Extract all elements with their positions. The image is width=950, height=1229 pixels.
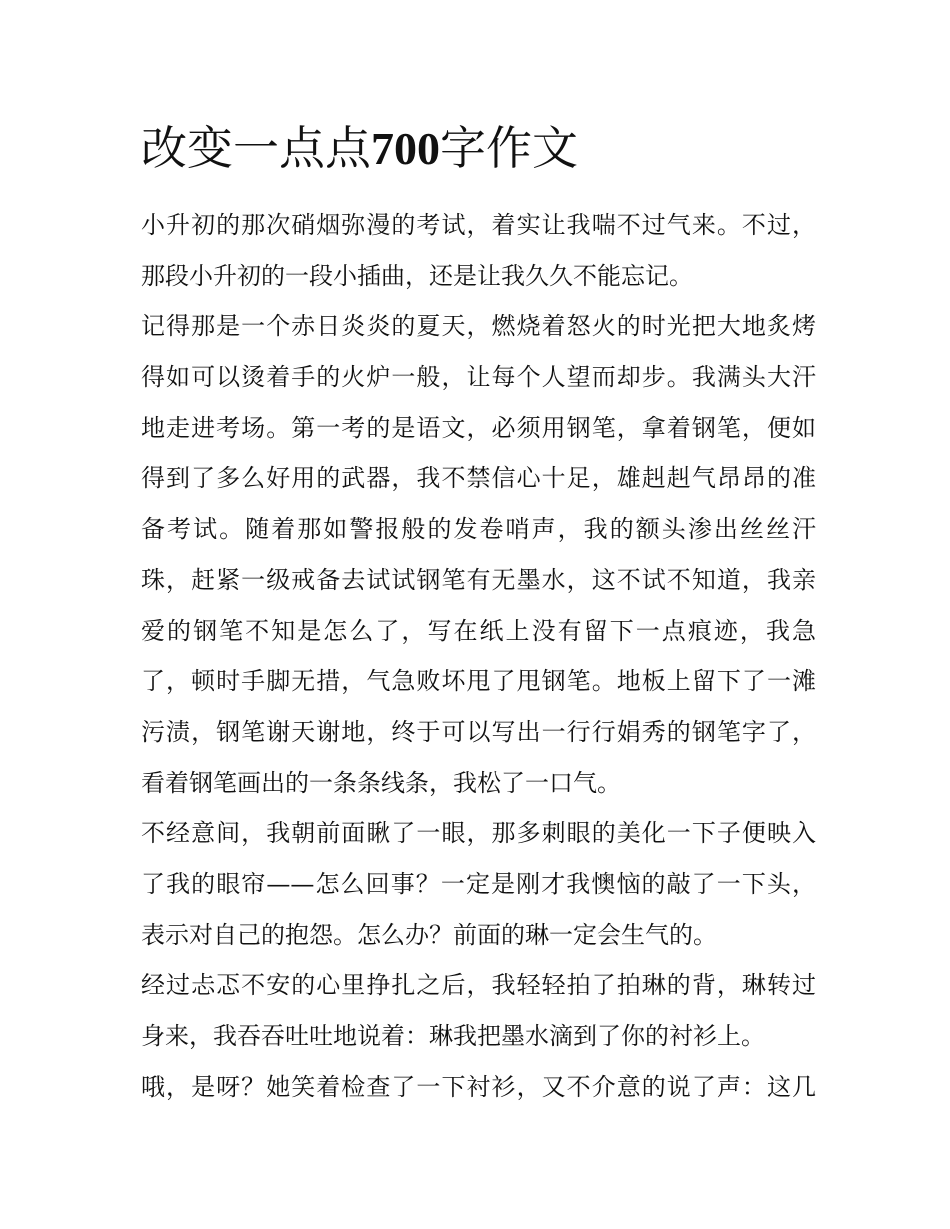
paragraph-line: 了我的眼帘——怎么回事？一定是刚才我懊恼的敲了一下头，	[141, 869, 816, 898]
paragraph-line: 经过忐忑不安的心里挣扎之后，我轻轻拍了拍琳的背，琳转过	[141, 971, 816, 1000]
paragraph-line: 记得那是一个赤日炎炎的夏天，燃烧着怒火的时光把大地炙烤	[141, 312, 816, 341]
paragraph-line: 哦，是呀？她笑着检查了一下衬衫，又不介意的说了声：这几	[141, 1072, 816, 1101]
paragraph-line: 地走进考场。第一考的是语文，必须用钢笔，拿着钢笔，便如	[141, 413, 816, 442]
paragraph-line: 那段小升初的一段小插曲，还是让我久久不能忘记。	[141, 261, 693, 290]
paragraph-line: 得到了多么好用的武器，我不禁信心十足，雄赳赳气昂昂的准	[141, 464, 816, 493]
paragraph-line: 污渍，钢笔谢天谢地，终于可以写出一行行娟秀的钢笔字了，	[141, 717, 816, 746]
paragraph-line: 表示对自己的抱怨。怎么办？前面的琳一定会生气的。	[141, 920, 717, 949]
title-prefix: 改变一点点	[141, 121, 371, 175]
paragraph-line: 备考试。随着那如警报般的发卷哨声，我的额头渗出丝丝汗	[141, 515, 816, 544]
document-title	[141, 118, 841, 179]
essay-body	[141, 200, 816, 1112]
paragraph-line: 得如可以烫着手的火炉一般，让每个人望而却步。我满头大汗	[141, 363, 816, 392]
paragraph-line: 看着钢笔画出的一条条线条，我松了一口气。	[141, 768, 621, 797]
paragraph-line: 身来，我吞吞吐吐地说着：琳我把墨水滴到了你的衬衫上。	[141, 1022, 765, 1050]
title-number: 700	[371, 123, 440, 174]
paragraph-line: 了，顿时手脚无措，气急败坏甩了甩钢笔。地板上留下了一滩	[141, 667, 816, 696]
title-suffix: 字作文	[440, 121, 578, 175]
paragraph-line: 珠，赶紧一级戒备去试试钢笔有无墨水，这不试不知道，我亲	[141, 565, 816, 594]
paragraph-line: 小升初的那次硝烟弥漫的考试，着实让我喘不过气来。不过，	[141, 211, 816, 239]
paragraph-line: 爱的钢笔不知是怎么了，写在纸上没有留下一点痕迹，我急	[141, 616, 816, 645]
paragraph-line: 不经意间，我朝前面瞅了一眼，那多刺眼的美化一下子便映入	[141, 819, 816, 848]
